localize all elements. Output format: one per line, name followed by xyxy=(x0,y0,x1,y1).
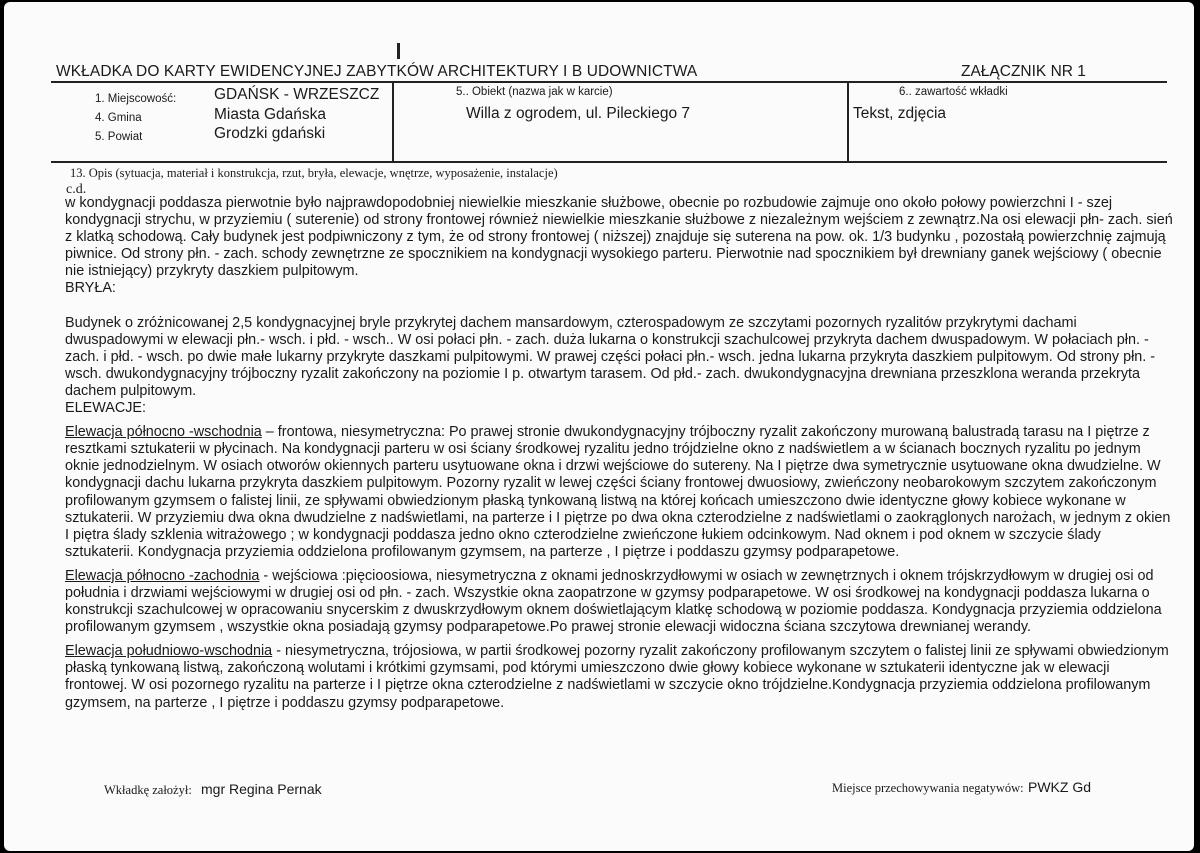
object-label: 5.. Obiekt (nazwa jak w karcie) xyxy=(456,86,613,98)
elevation-nw-text: - wejściowa :pięcioosiowa, niesymetryczna z oknami jednoskrzydłowymi w osiach w zewnętrznych i oknem trójskrzydłowym w drugiej osi od południa i drzwiami wejściowymi w drugiej osi od płn. - zach. Wszystkie okna zaopatrzone w gzymsy podparapetowe. W osi środkowej na kondygnacji poddasza lukarna o konstrukcji szachulcowej w opracowaniu snycerskim z dwuskrzydłowym oknem doświetlającym klatkę schodową w poziomie poddasza. Kondygnacja przyziemia oddzielona profilowanym gzymsem , wszystkie okna posiadają gzymsy podparapetowe.Po prawej stronie elewacji widoczna ściana szczytowa drewnianej werandy. xyxy=(65,567,1162,636)
elevation-ne-heading: Elewacja północno -wschodnia xyxy=(65,424,262,441)
object-value: Willa z ogrodem, ul. Pileckiego 7 xyxy=(466,105,690,122)
elevation-ne-text: – frontowa, niesymetryczna: Po prawej stronie dwukondygnacyjny trójboczny ryzalit zakończony murowaną balustradą tarasu na I piętrze z resztkami sztukaterii w płycinach. Na kondygnacji parteru w osi ściany środkowej ryzalitu jedno trójdzielne okno z nadświetlem a w ścianach bocznych ryzalitu po jednym oknie jednodzielnym. W osiach otworów okiennych parteru usytuowane okna i drzwi wejściowe do sutereny. Na I piętrze dwa symetrycznie usytuowane okna dwudzielne. W kondygnacji dachu lukarna przykryta daszkiem pulpitowym. Pozorny ryzalit w lewej części ściany frontowej dwuosiowy, zwieńczony neobarokowym szczytem zakończonym profilowanym gzymsem o falistej linii, ze spływami obwiedzionym płaską tynkowaną listwą na której końcach umieszczono dwie identyczne głowy kobiece wykonane w sztukaterii. W przyziemiu dwa okna dwudzielne z nadświetlami, na parterze i I piętrze po dwa okna czterodzielne z nadświetlami o zaokrąglonych narożach, w jednym z okien I piętra ślady szklenia witrażowego ; w kondygnacji poddasza jedno okno czterodzielne zwieńczone łukiem odcinkowym. Nad oknem i pod oknem w szczycie ślady sztukaterii. Kondygnacja przyziemia oddzielona profilowanym gzymsem, na parterze , I piętrze i poddaszu gzymsy podparapetowe. xyxy=(65,424,1171,560)
author-value: mgr Regina Pernak xyxy=(201,781,322,797)
author-label: Wkładkę założył: xyxy=(104,783,192,797)
storage-label: Miejsce przechowywania negatywów: xyxy=(832,781,1024,795)
paragraph-interior: w kondygnacji poddasza pierwotnie było najprawdopodobniej niewielkie mieszkanie służbowe, obecnie po rozbudowie zajmuje ono około połowy powierzchni I - szej kondygnacji strychu, w przyziemiu ( suterenie) od strony frontowej również niewielkie mieszkanie służbowe z niezależnym wejściem z zewnątrz.Na osi elewacji płn- zach. sień z klatką schodową. Cały budynek jest podpiwniczony z tym, że od strony frontowej ( niższej) znajduje się suterena na pow. ok. 1/3 budynku , pozostałą powierzchnię zajmują piwnice. Od strony płn. - zach. schody zewnętrzne ze spocznikiem na kondygnacji wysokiego parteru. Pierwotnie nad spocznikiem był drewniany ganek wejściowy ( obecnie nie istniejący) przykryty daszkiem pulpitowym. xyxy=(65,195,1173,280)
annex-number: ZAŁĄCZNIK NR 1 xyxy=(961,63,1086,80)
continuation-mark: c.d. xyxy=(66,182,87,197)
paragraph-elevation-ne xyxy=(65,424,1173,561)
district-label: 5. Powiat xyxy=(95,131,143,143)
commune-value: Miasta Gdańska xyxy=(214,106,326,123)
town-label: 1. Miejscowość: xyxy=(95,93,177,105)
storage-value: PWKZ Gd xyxy=(1028,779,1092,795)
paragraph-bryla: Budynek o zróżnicowanej 2,5 kondygnacyjnej bryle przykrytej dachem mansardowym, czterospadowym ze szczytami pozornych ryzalitów przykrytymi dachami dwuspadowymi w elewacji płn.- wsch. i płd. - wsch.. W osi połaci płn. - zach. duża lukarna o konstrukcji szachulcowej przykryta dachem dwuspadowym. W połaciach płn. - zach. i płd. - wsch. po dwie małe lukarny przykryte daszkami pulpitowymi. W prawej części połaci płn.- wsch. jedna lukarna przykryta daszkiem pulpitowym. Od strony płn. -wsch. dwukondygnacyjny trójboczny ryzalit zakończony na poziomie I p. otwartym tarasem. Od płd.- zach. dwukondygnacyjna drewniana przeszklona weranda przekryta dachem pulpitowym. xyxy=(65,314,1156,399)
description-body xyxy=(65,195,1173,712)
contents-label: 6.. zawartość wkładki xyxy=(899,86,1008,98)
paragraph-elevation-nw xyxy=(65,568,1173,636)
header-rule-top xyxy=(51,81,1167,83)
header-divider-1 xyxy=(392,82,394,162)
document-title: WKŁADKA DO KARTY EWIDENCYJNEJ ZABYTKÓW ARCHITEKTURY I B UDOWNICTWA xyxy=(56,63,698,80)
district-value: Grodzki gdański xyxy=(214,125,326,142)
commune-label: 4. Gmina xyxy=(95,112,142,124)
tick-mark xyxy=(397,43,400,59)
elevation-nw-heading: Elewacja północno -zachodnia xyxy=(65,567,260,584)
elevation-se-text: - niesymetryczna, trójosiowa, w partii środkowej pozorny ryzalit zakończony profilowanym szczytem o falistej linii ze spływami obwiedzionym płaską tynkowaną listwą, zakończoną wolutami i krótkimi gzymsami, pod którymi umieszczono dwie głowy kobiece wykonane w sztukaterii identyczne jak w elewacji frontowej. W osi pozornego ryzalitu na parterze i I piętrze okna czterodzielne z nadświetlami w szczycie okno trójdzielne.Kondygnacja przyziemia oddzielona profilowanym gzymsem, na parterze , I piętrze i poddaszu gzymsy podparapetowe. xyxy=(65,643,1169,711)
heading-bryla: BRYŁA: xyxy=(65,280,116,297)
description-label: 13. Opis (sytuacja, materiał i konstrukcja, rzut, bryła, elewacje, wnętrze, wyposażenie, instalacje) xyxy=(70,166,558,180)
header-rule-bottom xyxy=(51,161,1167,163)
spacer xyxy=(65,636,1173,643)
elevation-se-heading: Elewacja południowo-wschodnia xyxy=(65,643,273,660)
header-divider-2 xyxy=(847,82,849,162)
town-value: GDAŃSK - WRZESZCZ xyxy=(214,86,380,103)
spacer xyxy=(65,298,1173,315)
contents-value: Tekst, zdjęcia xyxy=(853,105,947,122)
document-sheet xyxy=(4,2,1194,851)
heading-elewacje: ELEWACJE: xyxy=(65,400,147,417)
paragraph-elevation-se xyxy=(65,643,1173,711)
spacer xyxy=(65,561,1173,568)
spacer xyxy=(65,417,1173,424)
